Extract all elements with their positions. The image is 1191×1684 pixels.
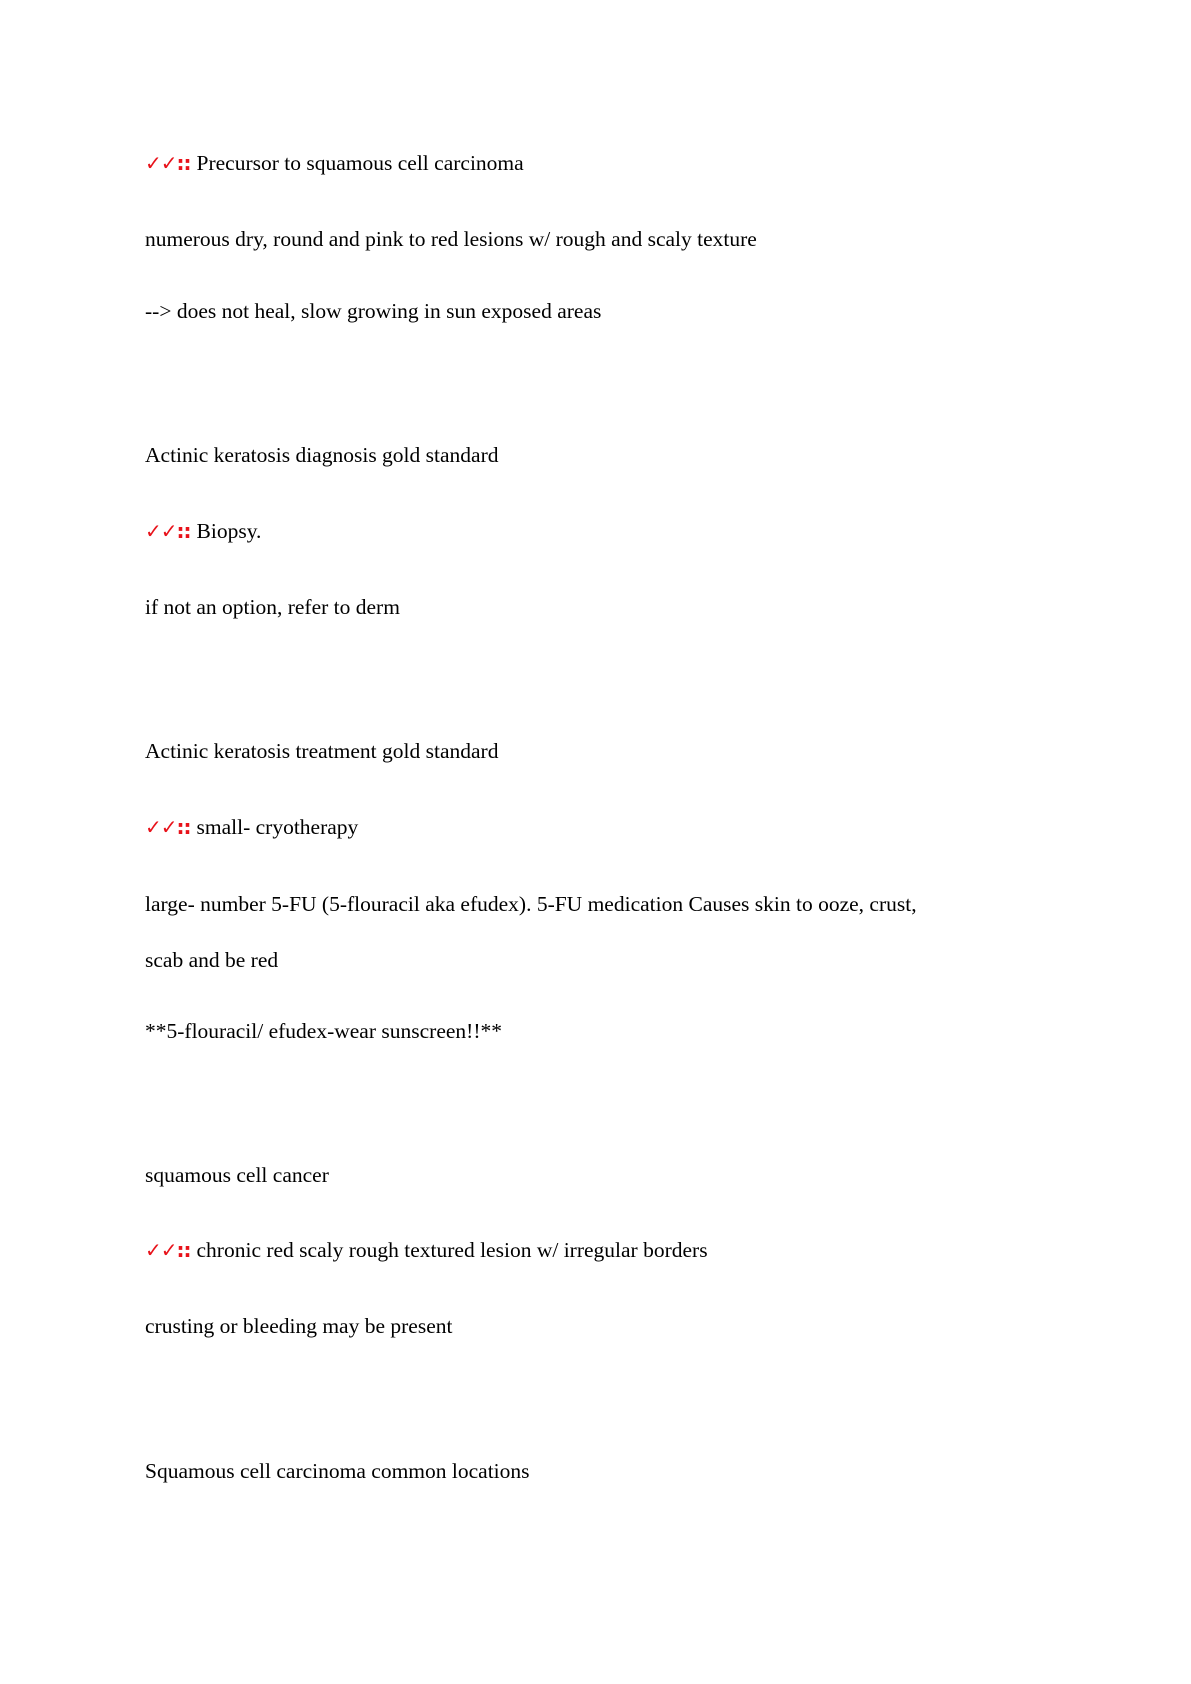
line-text: Precursor to squamous cell carcinoma [196,151,524,175]
line-text: squamous cell cancer [145,1163,329,1187]
line-text: Actinic keratosis treatment gold standard [145,739,499,763]
line-text: numerous dry, round and pink to red lesions w/ rough and scaly texture [145,227,757,251]
answer-marker: ✓✓:: [145,1238,191,1262]
line-text: Actinic keratosis diagnosis gold standard [145,443,499,467]
line-text: chronic red scaly rough textured lesion w/ irregular borders [196,1238,708,1262]
answer-marker: ✓✓:: [145,815,191,839]
line-text: **5-flouracil/ efudex-wear sunscreen!!** [145,1019,502,1043]
line-text: Biopsy. [196,519,262,543]
line-text: if not an option, refer to derm [145,595,400,619]
answer-line [145,814,358,840]
answer-marker: ✓✓:: [145,519,191,543]
text-line [145,594,400,620]
question-line [145,442,499,468]
line-text: scab and be red [145,948,279,972]
text-line [145,298,601,324]
question-line [145,1162,329,1188]
text-line [145,891,917,917]
question-line [145,738,498,764]
text-line [145,1018,502,1044]
line-text: small- cryotherapy [196,815,359,839]
question-line [145,1458,530,1484]
answer-line [145,1237,708,1263]
text-line [145,1313,452,1339]
answer-line [145,150,524,176]
text-line [145,947,278,973]
text-line [145,226,757,252]
line-text: --> does not heal, slow growing in sun exposed areas [145,299,602,323]
line-text: crusting or bleeding may be present [145,1314,453,1338]
answer-marker: ✓✓:: [145,151,191,175]
line-text: Squamous cell carcinoma common locations [145,1459,530,1483]
line-text: large- number 5-FU (5-flouracil aka efudex). 5-FU medication Causes skin to ooze, crust, [145,892,917,916]
answer-line [145,518,261,544]
